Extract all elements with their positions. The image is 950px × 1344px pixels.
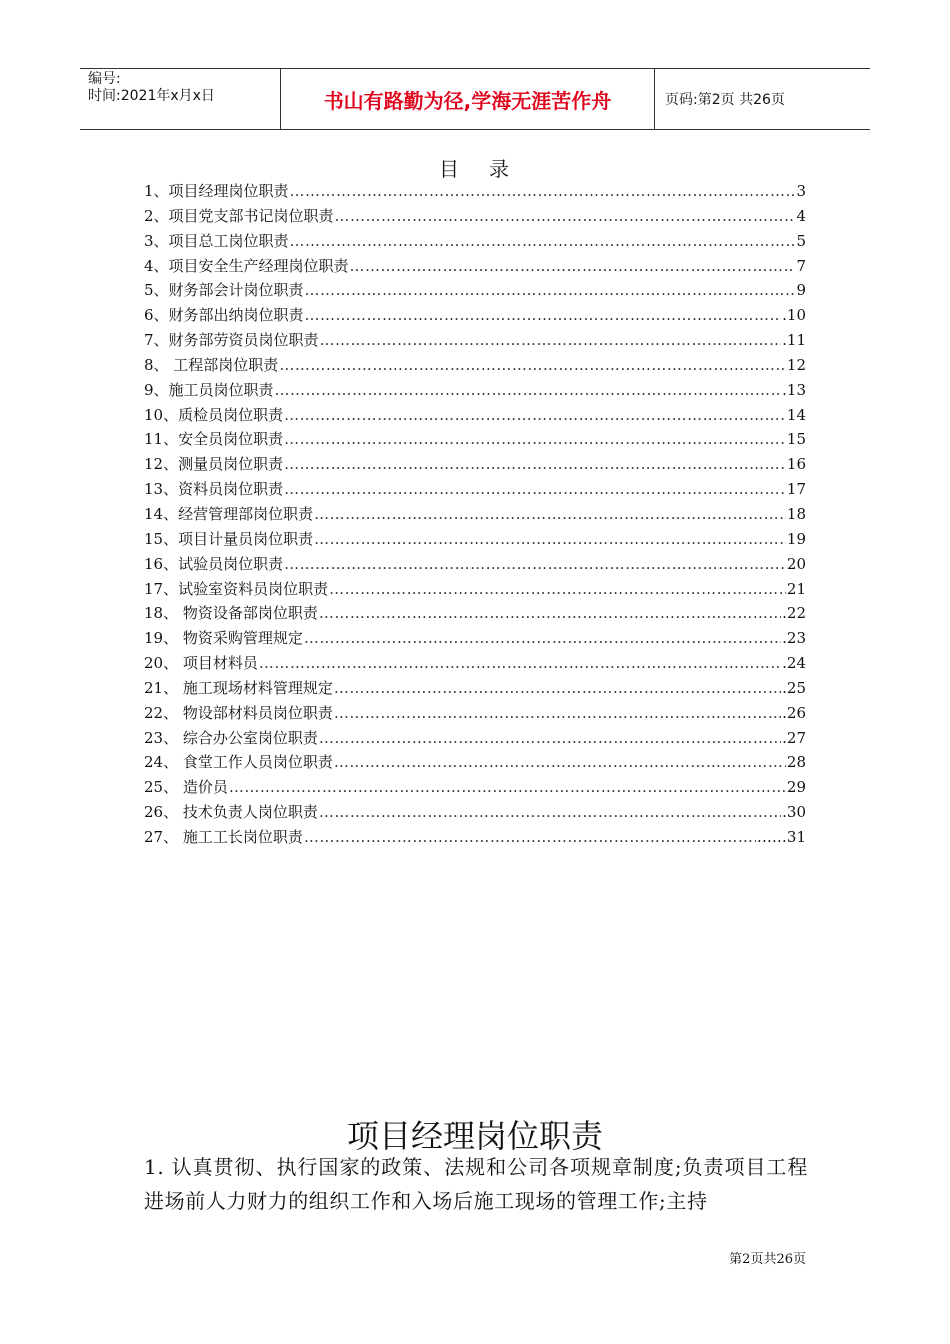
toc-entry-title: 26、 技术负责人岗位职责 — [144, 803, 318, 822]
toc-leader-dots — [275, 381, 782, 399]
toc-entry-title: 5、财务部会计岗位职责 — [144, 281, 304, 300]
toc-entry-title: 16、试验员岗位职责 — [144, 554, 284, 573]
toc-entry-page: 19 — [786, 529, 806, 548]
toc-entry-page: 15 — [786, 430, 806, 449]
toc-entry-title: 6、财务部出纳岗位职责 — [144, 306, 304, 325]
header-meta — [80, 69, 281, 129]
section-body — [144, 1150, 808, 1218]
toc-leader-dots — [290, 182, 796, 200]
page-header — [80, 68, 870, 130]
toc-leader-dots — [290, 232, 796, 250]
toc-entry-page: .13 — [782, 380, 806, 399]
toc-entry-title: 9、施工员岗位职责 — [144, 380, 274, 399]
toc-entry-title: 14、经营管理部岗位职责 — [144, 504, 314, 523]
toc-entry-page: .24 — [782, 654, 806, 673]
toc-entry[interactable] — [144, 627, 806, 652]
toc-entry-title: 1、项目经理岗位职责 — [144, 182, 289, 200]
toc-entry[interactable] — [144, 478, 806, 503]
toc-entry-page: 16 — [786, 455, 806, 474]
toc-entry-title: 2、项目党支部书记岗位职责 — [144, 206, 334, 225]
toc-entry-page: 28 — [786, 753, 806, 772]
toc-leader-dots — [284, 455, 786, 473]
toc-entry-page: .23 — [782, 629, 806, 648]
toc-entry[interactable] — [144, 751, 806, 776]
toc-entry-page: 7 — [796, 256, 806, 275]
toc-entry[interactable] — [144, 180, 806, 205]
footer-page-label: 第2页共26页 — [729, 1252, 806, 1267]
toc-entry-title: 27、 施工工长岗位职责 — [144, 827, 303, 846]
toc-leader-dots — [319, 604, 781, 622]
toc-entry[interactable] — [144, 503, 806, 528]
toc-leader-dots — [335, 207, 796, 225]
toc-entry-title: 17、试验室资料员岗位职责 — [144, 579, 329, 598]
toc-leader-dots — [284, 555, 786, 573]
toc-entry-page: ……31 — [756, 827, 806, 846]
toc-entry[interactable] — [144, 354, 806, 379]
toc-entry[interactable] — [144, 578, 806, 603]
toc-leader-dots — [320, 331, 782, 349]
toc-leader-dots — [319, 729, 781, 747]
toc-leader-dots — [334, 753, 786, 771]
toc-entry[interactable] — [144, 329, 806, 354]
toc-entry-title: 15、项目计量员岗位职责 — [144, 529, 314, 548]
toc-leader-dots — [305, 306, 782, 324]
toc-leader-dots — [305, 281, 796, 299]
toc-entry-page: .30 — [782, 803, 806, 822]
toc-title-char-1: 目 — [439, 157, 461, 181]
toc-entry[interactable] — [144, 428, 806, 453]
toc-entry-title: 13、资料员岗位职责 — [144, 480, 284, 499]
toc-entry-title: 10、质检员岗位职责 — [144, 405, 284, 424]
toc-entry-page: .22 — [782, 604, 806, 623]
header-motto — [281, 69, 655, 129]
toc-leader-dots — [314, 530, 786, 548]
toc-entry-page: 3 — [796, 182, 806, 200]
toc-entry-page: 17 — [786, 480, 806, 499]
toc-entry-page: .26 — [782, 703, 806, 722]
toc-entry-title: 8、 工程部岗位职责 — [144, 355, 279, 374]
page-info-text: 页码:第2页 共26页 — [665, 92, 785, 108]
toc-entry[interactable] — [144, 453, 806, 478]
toc-entry-title: 11、安全员岗位职责 — [144, 430, 284, 449]
toc-entry-title: 4、项目安全生产经理岗位职责 — [144, 256, 349, 275]
toc-entry-page: .10 — [782, 306, 806, 325]
toc-entry[interactable] — [144, 255, 806, 280]
toc-leader-dots — [304, 629, 781, 647]
toc-entry-page: 12 — [786, 355, 806, 374]
motto-text: 书山有路勤为径,学海无涯苦作舟 — [323, 88, 612, 113]
toc-entry[interactable] — [144, 776, 806, 801]
toc-leader-dots — [284, 406, 786, 424]
toc-entry[interactable] — [144, 553, 806, 578]
toc-entry[interactable] — [144, 801, 806, 826]
toc-entry-title: 22、 物设部材料员岗位职责 — [144, 703, 333, 722]
page-footer — [729, 1248, 806, 1267]
toc-entry[interactable] — [144, 404, 806, 429]
toc-entry[interactable] — [144, 826, 806, 851]
toc-entry[interactable] — [144, 677, 806, 702]
toc-entry-page: 14 — [786, 405, 806, 424]
toc-entry[interactable] — [144, 727, 806, 752]
toc-entry-title: 7、财务部劳资员岗位职责 — [144, 331, 319, 350]
toc-entry-title: 3、项目总工岗位职责 — [144, 231, 289, 250]
table-of-contents — [144, 180, 806, 851]
toc-entry-page: 21 — [786, 579, 806, 598]
toc-entry[interactable] — [144, 528, 806, 553]
toc-entry-page: 4 — [796, 206, 806, 225]
toc-entry-page: 9 — [796, 281, 806, 300]
toc-entry[interactable] — [144, 230, 806, 255]
toc-entry-title: 23、 综合办公室岗位职责 — [144, 728, 318, 747]
toc-leader-dots — [229, 778, 786, 796]
toc-leader-dots — [319, 803, 781, 821]
toc-leader-dots — [314, 505, 786, 523]
toc-leader-dots — [304, 828, 756, 846]
toc-entry[interactable] — [144, 702, 806, 727]
toc-entry-title: 19、 物资采购管理规定 — [144, 629, 303, 648]
toc-entry-page: 18 — [786, 504, 806, 523]
toc-leader-dots — [334, 679, 781, 697]
body-paragraph: 1. 认真贯彻、执行国家的政策、法规和公司各项规章制度;负责项目工程进场前人力财力的组织工作和入场后施工现场的管理工作;主持 — [144, 1155, 808, 1213]
toc-leader-dots — [284, 430, 786, 448]
toc-title — [0, 153, 950, 182]
toc-entry-title: 12、测量员岗位职责 — [144, 455, 284, 474]
toc-entry[interactable] — [144, 205, 806, 230]
toc-entry-title: 24、 食堂工作人员岗位职责 — [144, 753, 333, 772]
document-time-label: 时间:2021年x月x日 — [88, 88, 215, 104]
toc-entry-title: 20、 项目材料员 — [144, 654, 258, 673]
toc-entry-title: 18、 物资设备部岗位职责 — [144, 604, 318, 623]
toc-leader-dots — [279, 356, 786, 374]
toc-entry-page: .25 — [782, 678, 806, 697]
header-page-info — [655, 69, 870, 129]
toc-entry-page: 29 — [786, 778, 806, 797]
toc-leader-dots — [259, 654, 781, 672]
toc-entry[interactable] — [144, 279, 806, 304]
toc-title-char-2: 录 — [489, 157, 511, 181]
toc-entry[interactable] — [144, 379, 806, 404]
toc-entry-page: .27 — [782, 728, 806, 747]
toc-entry-page: .11 — [782, 331, 806, 350]
toc-leader-dots — [284, 480, 786, 498]
toc-entry-page: 5 — [796, 231, 806, 250]
document-number-label: 编号: — [88, 71, 121, 87]
toc-leader-dots — [329, 580, 786, 598]
toc-leader-dots — [350, 257, 796, 275]
toc-entry-title: 25、 造价员 — [144, 778, 228, 797]
toc-leader-dots — [334, 704, 781, 722]
toc-entry[interactable] — [144, 652, 806, 677]
toc-entry-title: 21、 施工现场材料管理规定 — [144, 678, 333, 697]
toc-entry[interactable] — [144, 304, 806, 329]
toc-entry-page: 20 — [786, 554, 806, 573]
section-title: 项目经理岗位职责 — [346, 1117, 603, 1156]
toc-entry[interactable] — [144, 602, 806, 627]
